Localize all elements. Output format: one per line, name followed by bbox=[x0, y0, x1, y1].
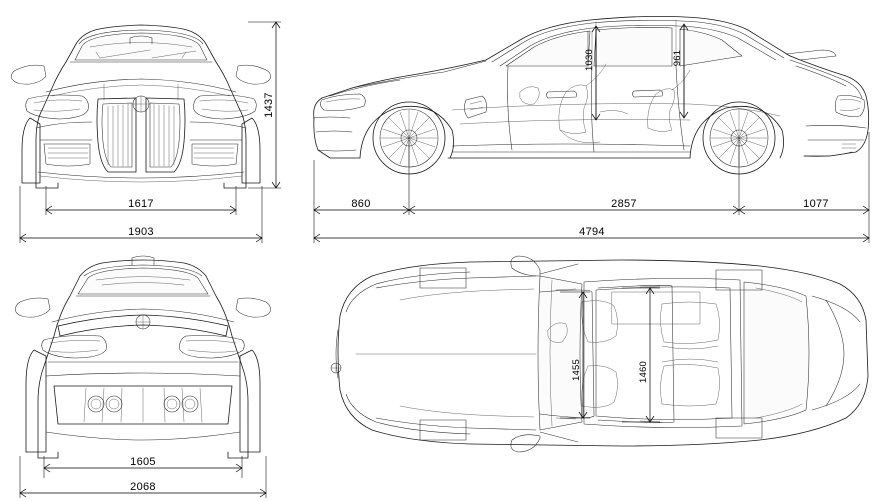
dim-headroom-rear: 961 bbox=[672, 49, 683, 67]
dim-wheelbase: 2857 bbox=[611, 198, 637, 210]
side-view-dimensions bbox=[314, 24, 869, 243]
rear-view-dimensions bbox=[20, 456, 266, 498]
side-view-geometry bbox=[313, 16, 869, 174]
dim-front-height: 1437 bbox=[263, 92, 275, 118]
rear-view-geometry bbox=[16, 256, 271, 458]
dim-rear-track: 1605 bbox=[130, 456, 156, 468]
front-view-geometry bbox=[12, 25, 271, 188]
dim-overall-width: 2068 bbox=[130, 481, 156, 493]
dim-front-track: 1617 bbox=[128, 198, 154, 210]
dim-front-width: 1903 bbox=[128, 226, 154, 238]
dim-rear-overhang: 1077 bbox=[803, 198, 829, 210]
dim-overall-length: 4794 bbox=[579, 226, 605, 238]
dim-front-shoulder: 1455 bbox=[571, 359, 582, 381]
dim-headroom-front: 1030 bbox=[584, 49, 595, 71]
dim-front-overhang: 860 bbox=[351, 198, 371, 210]
dim-rear-shoulder: 1460 bbox=[638, 361, 649, 383]
top-view-geometry bbox=[331, 256, 868, 452]
